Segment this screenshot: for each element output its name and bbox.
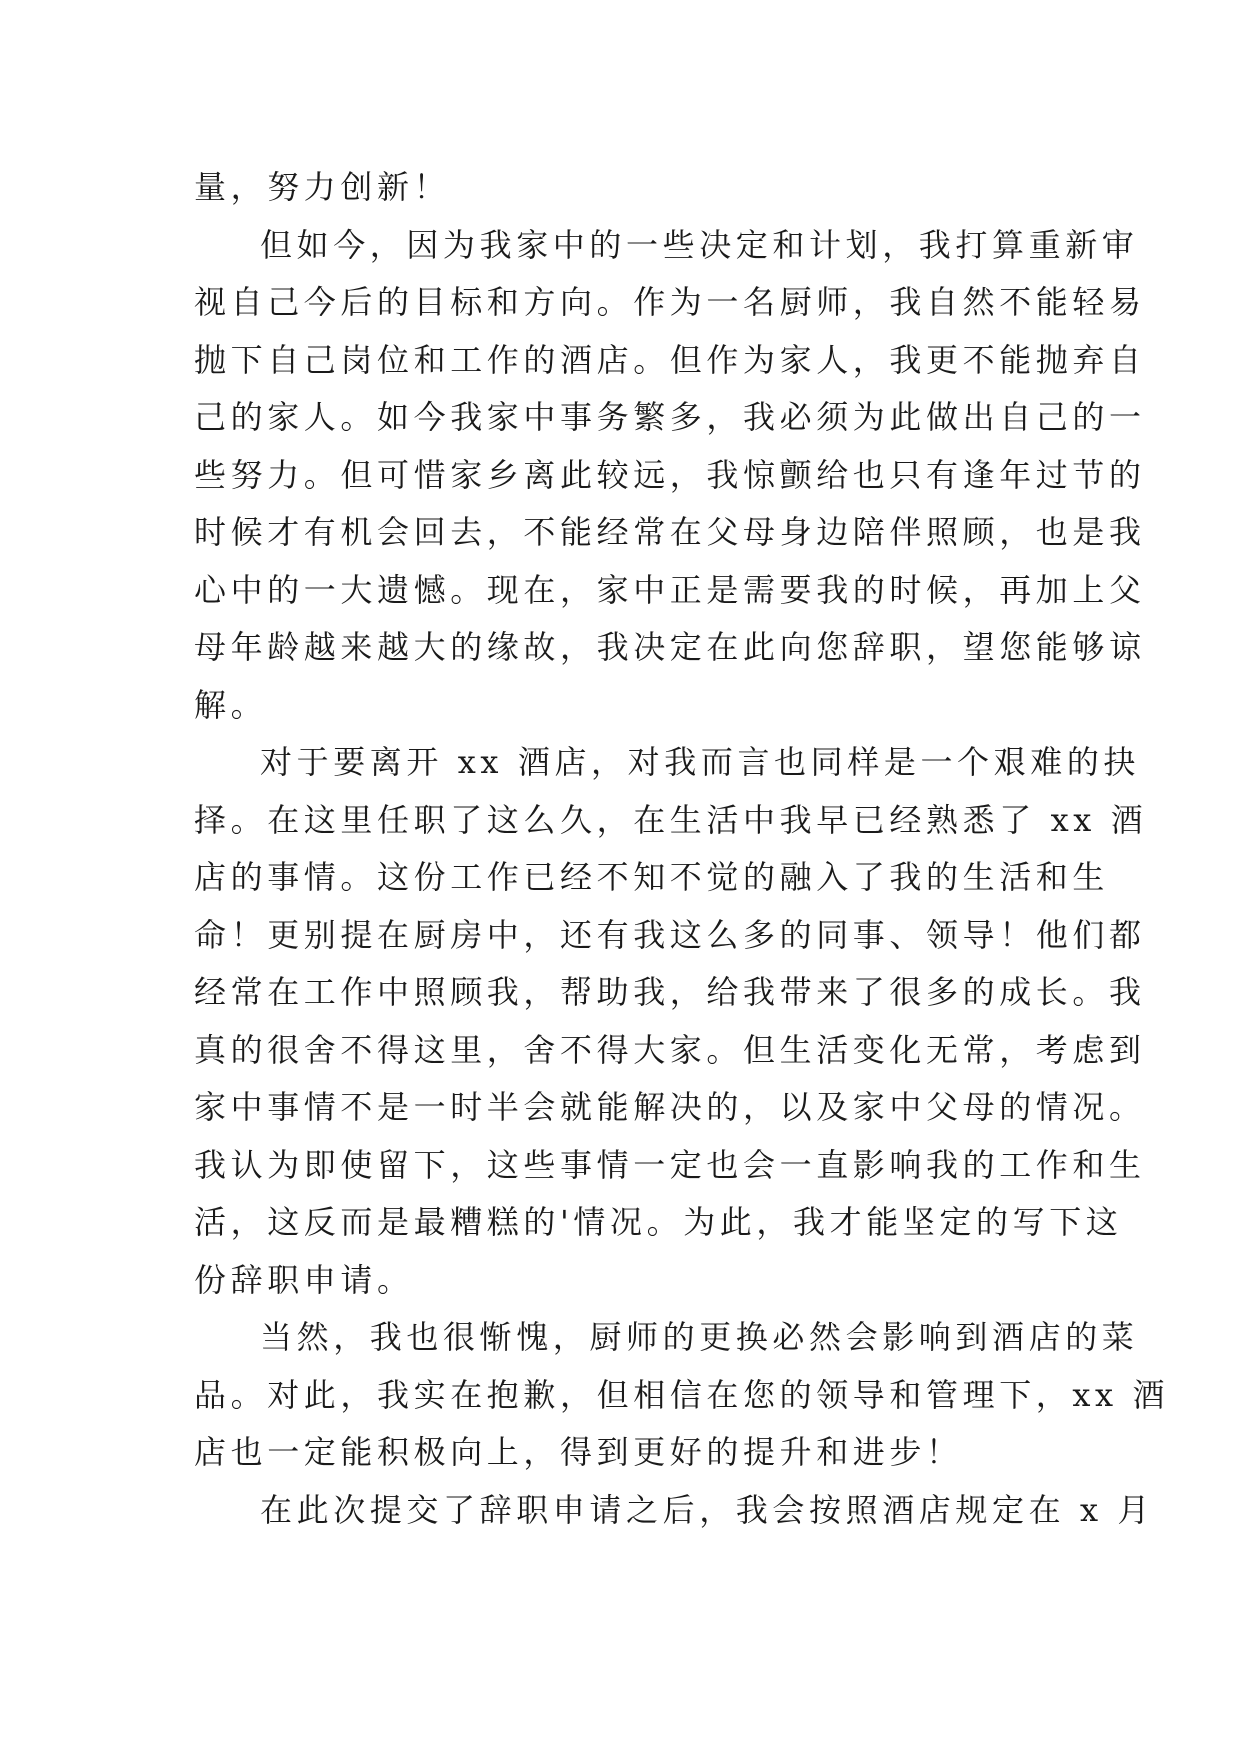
text-line: 己的家人。如今我家中事务繁多，我必须为此做出自己的一 [194,398,1146,436]
text-line: 店也一定能积极向上，得到更好的提升和进步！ [194,1433,963,1471]
text-line: 视自己今后的目标和方向。作为一名厨师，我自然不能轻易 [194,283,1146,321]
text-line: 解。 [194,685,268,724]
paragraph-start-line: 但如今，因为我家中的一些决定和计划，我打算重新审 [260,225,1139,264]
text-line: 真的很舍不得这里，舍不得大家。但生活变化无常，考虑到 [194,1030,1146,1069]
text-line: 时候才有机会回去，不能经常在父母身边陪伴照顾，也是我 [194,513,1146,551]
text-line: 量，努力创新！ [194,168,451,206]
document-body [194,159,1170,1539]
text-line: 活，这反而是最糟糕的'情况。为此，我才能坚定的写下这 [194,1203,1123,1241]
paragraph-start-line: 对于要离开 xx 酒店，对我而言也同样是一个艰难的抉 [260,743,1141,781]
text-line: 择。在这里任职了这么久，在生活中我早已经熟悉了 xx 酒 [194,800,1148,839]
text-line: 店的事情。这份工作已经不知不觉的融入了我的生活和生 [194,858,1110,896]
text-line: 品。对此，我实在抱歉，但相信在您的领导和管理下，xx 酒 [194,1375,1170,1414]
text-line: 经常在工作中照顾我，帮助我，给我带来了很多的成长。我 [194,973,1146,1011]
paragraph-start-line: 在此次提交了辞职申请之后，我会按照酒店规定在 x 月 [260,1490,1154,1529]
text-line: 份辞职申请。 [194,1260,414,1299]
text-line: 命！更别提在厨房中，还有我这么多的同事、领导！他们都 [194,915,1146,954]
text-line: 些努力。但可惜家乡离此较远，我惊颤给也只有逢年过节的 [194,455,1146,494]
text-line: 抛下自己岗位和工作的酒店。但作为家人，我更不能抛弃自 [194,340,1146,379]
text-line: 我认为即使留下，这些事情一定也会一直影响我的工作和生 [194,1145,1146,1184]
text-line: 家中事情不是一时半会就能解决的，以及家中父母的情况。 [194,1088,1146,1126]
paragraph-start-line: 当然，我也很惭愧，厨师的更换必然会影响到酒店的菜 [260,1318,1139,1356]
text-line: 母年龄越来越大的缘故，我决定在此向您辞职，望您能够谅 [194,628,1146,666]
text-line: 心中的一大遗憾。现在，家中正是需要我的时候，再加上父 [194,570,1146,609]
